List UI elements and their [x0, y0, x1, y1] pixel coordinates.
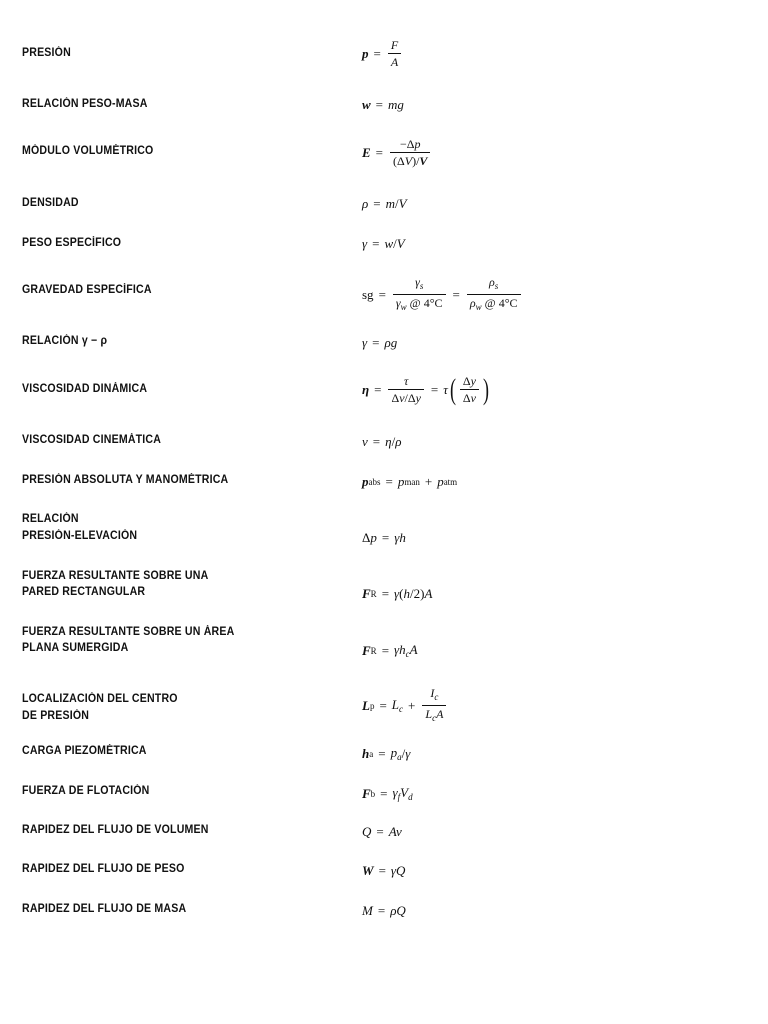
- label-peso-especifico: PESO ESPECÍFICO: [22, 237, 122, 249]
- label-centro-presion-line2: DE PRESIÓN: [22, 710, 90, 722]
- label-fuerza-pared-line2: PARED RECTANGULAR: [22, 586, 146, 598]
- formula-viscosidad-dinamica: η = $\frac{\tau}{\Delta v/\Delta y}$ = τ ( $\frac{\Delta y}{\Delta v}$ ): [362, 372, 489, 406]
- formula-presion-absoluta: p abs = p man + p atm: [362, 474, 458, 489]
- label-modulo-volumetrico: MÓDULO VOLUMÉTRICO: [22, 145, 154, 157]
- label-gravedad-especifica: GRAVEDAD ESPECÍFICA: [22, 284, 152, 296]
- formula-viscosidad-cinematica: ν = η / ρ: [362, 434, 402, 449]
- label-fuerza-pared-line1: FUERZA RESULTANTE SOBRE UNA: [22, 570, 209, 582]
- label-centro-presion-line1: LOCALIZACIÓN DEL CENTRO: [22, 693, 178, 705]
- label-viscosidad-cinematica: VISCOSIDAD CINEMÁTICA: [22, 434, 162, 446]
- label-fuerza-area-line1: FUERZA RESULTANTE SOBRE UN ÁREA: [22, 626, 235, 638]
- formula-fuerza-area: F R = $\gamma h_cA$: [362, 642, 418, 659]
- formula-densidad: ρ = m / V: [362, 196, 407, 211]
- label-fuerza-flotacion: FUERZA DE FLOTACIÓN: [22, 785, 150, 797]
- formula-flujo-volumen: Q = Av: [362, 824, 402, 839]
- formula-flujo-peso: W = γQ: [362, 863, 406, 878]
- label-viscosidad-dinamica: VISCOSIDAD DINÁMICA: [22, 383, 148, 395]
- formula-gravedad-especifica: sg = $\frac{\gamma_s}{\gamma_w @ 4^\circ C}$ = $\frac{\rho_s}{\rho_w @ 4^\circ C}$: [362, 275, 523, 314]
- label-flujo-volumen: RAPIDEZ DEL FLUJO DE VOLUMEN: [22, 824, 209, 836]
- formula-presion-elevacion: Δ p = γh: [362, 530, 406, 545]
- label-relacion-gamma-rho: RELACIÓN γ − ρ: [22, 335, 108, 347]
- formula-modulo-volumetrico: E = $\frac{-\Delta p}{(\Delta V)/V}$: [362, 137, 432, 168]
- label-carga-piezometrica: CARGA PIEZOMÉTRICA: [22, 745, 147, 757]
- label-flujo-peso: RAPIDEZ DEL FLUJO DE PESO: [22, 863, 185, 875]
- formula-presion: p = $\frac{F}{A}$: [362, 38, 403, 69]
- label-presion: PRESIÓN: [22, 47, 71, 59]
- label-fuerza-area-line2: PLANA SUMERGIDA: [22, 642, 129, 654]
- formula-peso-especifico: γ = w / V: [362, 236, 405, 251]
- formula-carga-piezometrica: h a = $p_a$ / γ: [362, 745, 411, 762]
- formula-centro-presion: L p = $L_c$ + $\frac{I_c}{L_cA}$: [362, 686, 448, 725]
- label-relacion-line2: PRESIÓN-ELEVACIÓN: [22, 530, 138, 542]
- formula-flujo-masa: M = ρQ: [362, 903, 406, 918]
- label-relacion-peso-masa: RELACIÓN PESO-MASA: [22, 98, 148, 110]
- formula-peso-masa: w = mg: [362, 97, 404, 112]
- label-presion-absoluta-manometrica: PRESIÓN ABSOLUTA Y MANOMÉTRICA: [22, 474, 229, 486]
- label-densidad: DENSIDAD: [22, 197, 79, 209]
- formula-gamma-rho: γ = ρg: [362, 335, 398, 350]
- formula-fuerza-pared: F R = γ ( h /2) A: [362, 586, 433, 601]
- label-flujo-masa: RAPIDEZ DEL FLUJO DE MASA: [22, 903, 187, 915]
- label-relacion-line1: RELACIÓN: [22, 513, 79, 525]
- formula-fuerza-flotacion: F b = $\gamma_fV_d$: [362, 785, 413, 802]
